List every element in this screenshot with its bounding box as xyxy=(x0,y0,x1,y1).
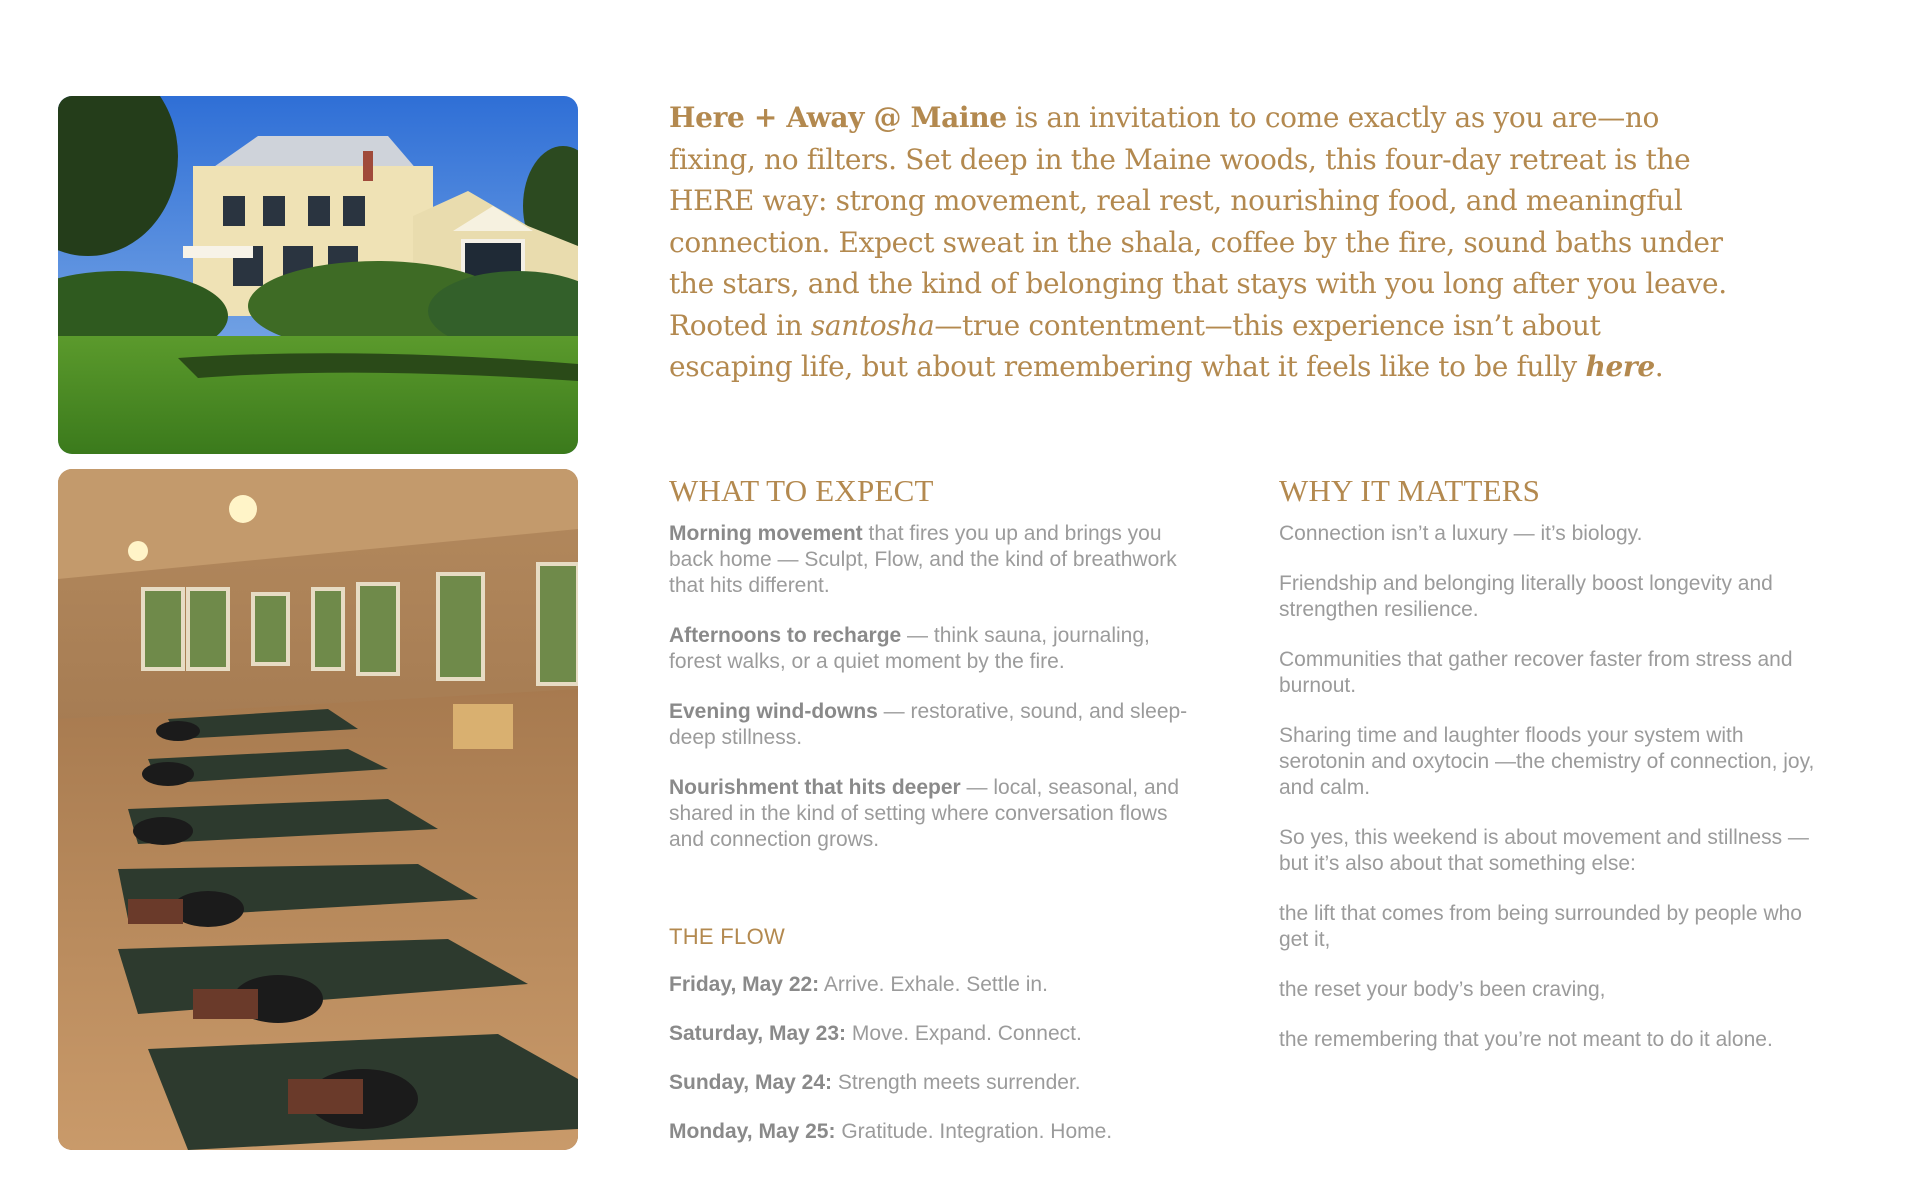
matters-paragraph: the remembering that you’re not meant to do it alone. xyxy=(1279,1028,1773,1051)
intro-period: . xyxy=(1654,350,1664,383)
yoga-studio-photo xyxy=(58,469,578,1150)
flow-day-text: Move. Expand. Connect. xyxy=(846,1022,1082,1045)
expect-item xyxy=(669,521,1199,599)
matters-paragraph: the lift that comes from being surrounded by people who get it, xyxy=(1279,902,1802,951)
matters-paragraph: the reset your body’s been craving, xyxy=(1279,978,1606,1001)
flow-day xyxy=(669,1021,1112,1047)
why-it-matters-heading: WHY IT MATTERS xyxy=(1279,473,1541,508)
santosha-word: santosha xyxy=(810,308,935,342)
flow-day xyxy=(669,972,1112,998)
flow-day xyxy=(669,1119,1112,1145)
flow-day-date: Friday, May 22: xyxy=(669,973,820,996)
expect-item-lead: Morning movement xyxy=(669,522,863,545)
expect-item xyxy=(669,775,1199,853)
expect-item xyxy=(669,699,1199,751)
house-image xyxy=(58,96,578,454)
expect-item-text: that fires you up and brings you back home — Sculpt, Flow, and the kind of breathwork that hits different. xyxy=(669,522,1177,597)
here-word: here xyxy=(1585,350,1655,383)
flow-day-date: Sunday, May 24: xyxy=(669,1071,832,1094)
intro-text-2: —true contentment—this experience isn’t about escaping life, but about remembering what it feels like to be fully xyxy=(669,308,1601,383)
expect-item-lead: Afternoons to recharge xyxy=(669,624,902,647)
flow-day-text: Strength meets surrender. xyxy=(832,1071,1081,1094)
what-to-expect-heading: WHAT TO EXPECT xyxy=(669,473,934,508)
expect-item-lead: Evening wind-downs xyxy=(669,700,878,723)
retreat-title: Here + Away @ Maine xyxy=(669,101,1007,134)
flow-day-text: Gratitude. Integration. Home. xyxy=(835,1120,1113,1143)
house-photo xyxy=(58,96,578,454)
matters-paragraph: Connection isn’t a luxury — it’s biology. xyxy=(1279,522,1643,545)
flow-day-text: Arrive. Exhale. Settle in. xyxy=(819,973,1048,996)
matters-paragraph: Sharing time and laughter floods your system with serotonin and oxytocin —the chemistry of connection, joy, and calm. xyxy=(1279,724,1815,799)
intro-paragraph xyxy=(669,97,1729,388)
expect-item-text: — restorative, sound, and sleep-deep stillness. xyxy=(669,700,1188,749)
flow-day-date: Saturday, May 23: xyxy=(669,1022,847,1045)
matters-list xyxy=(1279,521,1819,1077)
studio-image xyxy=(58,469,578,1150)
expect-item-text: — local, seasonal, and shared in the kind of setting where conversation flows and connection grows. xyxy=(669,776,1179,851)
matters-paragraph: So yes, this weekend is about movement and stillness — but it’s also about that something else: xyxy=(1279,826,1809,875)
matters-paragraph: Friendship and belonging literally boost longevity and strengthen resilience. xyxy=(1279,572,1773,621)
flow-day xyxy=(669,1070,1112,1096)
flow-schedule xyxy=(669,972,1112,1168)
flow-day-date: Monday, May 25: xyxy=(669,1120,836,1143)
expect-list xyxy=(669,521,1199,877)
intro-text-1: is an invitation to come exactly as you are—no fixing, no filters. Set deep in the Maine woods, this four-day retreat is the HERE way: strong movement, real rest, nourishing food, and meaningful connection. Expect sweat in the shala, coffee by the fire, sound baths under the stars, and the kind of belonging that stays with you long after you leave. Rooted in xyxy=(669,101,1727,342)
the-flow-heading: THE FLOW xyxy=(669,924,786,949)
matters-paragraph: Communities that gather recover faster from stress and burnout. xyxy=(1279,648,1793,697)
expect-item-text: — think sauna, journaling, forest walks, or a quiet moment by the fire. xyxy=(669,624,1150,673)
expect-item xyxy=(669,623,1199,675)
expect-item-lead: Nourishment that hits deeper xyxy=(669,776,961,799)
